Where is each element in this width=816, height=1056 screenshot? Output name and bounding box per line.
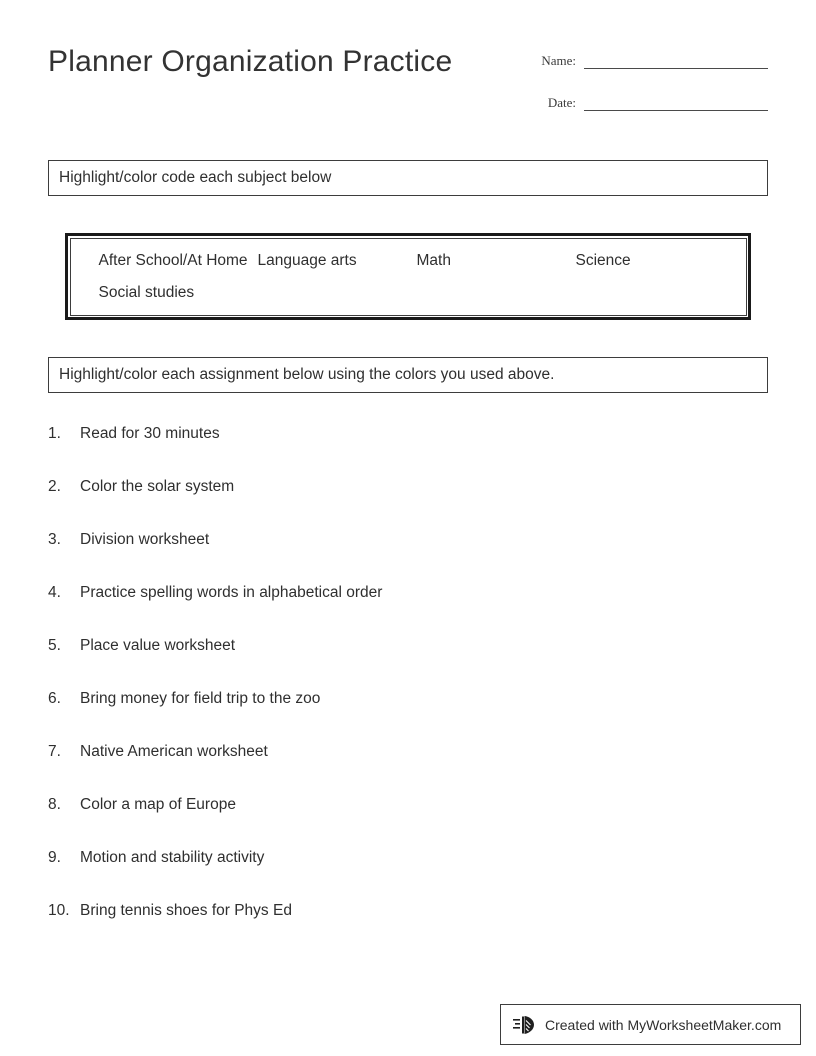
list-item-text: Color a map of Europe <box>80 796 236 813</box>
subject-item[interactable]: Social studies <box>98 283 195 301</box>
list-item-text: Read for 30 minutes <box>80 425 220 442</box>
worksheet-maker-logo-icon <box>513 1014 539 1036</box>
assignments-instruction-text: Highlight/color each assignment below using the colors you used above. <box>59 366 555 383</box>
assignment-list <box>48 424 748 954</box>
name-date-block <box>520 47 768 131</box>
list-item-text: Bring money for field trip to the zoo <box>80 690 321 707</box>
list-item[interactable] <box>48 424 748 477</box>
list-item-text: Color the solar system <box>80 478 235 495</box>
list-item[interactable] <box>48 583 748 636</box>
list-item-text: Native American worksheet <box>80 743 268 760</box>
subjects-instruction-text: Highlight/color code each subject below <box>59 169 332 186</box>
list-item-number: 1. <box>48 425 61 442</box>
list-item[interactable] <box>48 636 748 689</box>
footer-attribution-badge[interactable] <box>500 1004 801 1045</box>
name-input-line[interactable] <box>584 53 768 69</box>
list-item[interactable] <box>48 795 748 848</box>
list-item-number: 5. <box>48 637 61 654</box>
list-item-number: 6. <box>48 690 61 707</box>
date-label: Date: <box>547 95 576 110</box>
subject-item[interactable]: Math <box>416 251 451 269</box>
list-item-number: 9. <box>48 849 61 866</box>
subject-item[interactable]: After School/At Home <box>98 251 248 269</box>
list-item[interactable] <box>48 742 748 795</box>
list-item-text: Practice spelling words in alphabetical order <box>80 584 383 601</box>
list-item[interactable] <box>48 901 748 954</box>
subjects-instruction-box <box>48 160 768 196</box>
date-input-line[interactable] <box>584 95 768 111</box>
footer-attribution-text: Created with MyWorksheetMaker.com <box>545 1016 782 1033</box>
subject-item[interactable]: Language arts <box>257 251 357 269</box>
list-item-number: 2. <box>48 478 61 495</box>
list-item-number: 10. <box>48 902 70 919</box>
list-item-number: 3. <box>48 531 61 548</box>
list-item-text: Division worksheet <box>80 531 210 548</box>
date-field-row <box>520 89 768 111</box>
subject-item[interactable]: Science <box>575 251 631 269</box>
list-item-text: Bring tennis shoes for Phys Ed <box>80 902 292 919</box>
list-item-number: 7. <box>48 743 61 760</box>
list-item[interactable] <box>48 477 748 530</box>
list-item-text: Place value worksheet <box>80 637 236 654</box>
name-label: Name: <box>541 53 576 68</box>
page-title: Planner Organization Practice <box>48 45 453 78</box>
subjects-box <box>65 233 751 320</box>
name-field-row <box>520 47 768 69</box>
assignments-instruction-box <box>48 357 768 393</box>
list-item-text: Motion and stability activity <box>80 849 265 866</box>
list-item[interactable] <box>48 689 748 742</box>
worksheet-header <box>48 42 768 122</box>
list-item[interactable] <box>48 848 748 901</box>
subjects-box-inner <box>70 238 747 316</box>
list-item-number: 8. <box>48 796 61 813</box>
list-item[interactable] <box>48 530 748 583</box>
list-item-number: 4. <box>48 584 61 601</box>
subjects-grid <box>99 251 746 303</box>
